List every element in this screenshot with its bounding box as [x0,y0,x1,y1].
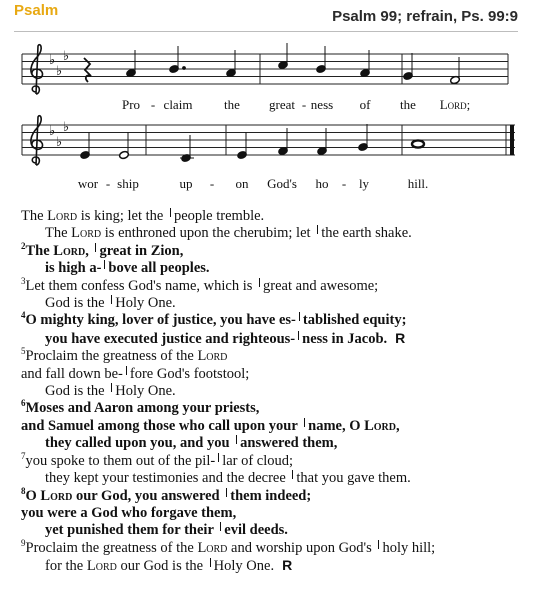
svg-text:♭: ♭ [49,53,56,68]
verse-text: and Samuel among those who call upon your [21,417,302,434]
verse-line [21,312,526,329]
verse-number: 7 [21,450,26,461]
verse-text: Lord [197,539,228,556]
verse-text: Let them confess God's name, which is [25,277,257,294]
verse-number: 8 [21,485,26,496]
verse-text: O [25,487,41,504]
refrain-marker: R [395,329,406,346]
verse-line [21,450,526,470]
verse-text: Holy One. [115,295,176,312]
psalm-text [21,208,526,576]
svg-text:♭: ♭ [56,64,63,79]
verse-text: ness in Jacob. [302,330,388,347]
header [0,0,538,40]
lyric-syllable: Lord; [439,97,471,112]
lyric-hyphen: - [209,176,215,191]
verse-text: Lord [197,348,228,365]
lyric-syllable: the [400,97,416,112]
verse-number: 4 [21,310,26,321]
lyric-syllable: wor [77,176,99,191]
verse-text: answered them, [240,435,338,452]
verse-line [21,505,526,522]
verse-text: great and awesome; [263,277,379,294]
pointing-mark [218,453,219,462]
verse-text: yet punished them for their [45,522,218,539]
pointing-mark [226,488,227,497]
verse-line [21,208,526,225]
pointing-mark [95,243,96,252]
music-staff-1 [0,42,538,102]
lyric-syllable: ly [358,176,370,191]
verse-text: they called upon you, and you [45,435,234,452]
lyric-hyphen: - [150,97,156,112]
lyric-syllable: the [224,97,240,112]
lyric-hyphen: - [341,176,347,191]
verse-line [21,240,526,260]
lyric-hyphen: - [105,176,111,191]
staff-lines [22,54,508,84]
section-label: Psalm [14,2,59,19]
pointing-mark [259,278,260,287]
verse-text: tablished equity; [302,312,407,329]
pointing-mark [210,558,211,567]
verse-text: Lord [71,225,102,242]
verse-text: God is the [45,383,109,400]
verse-text: Lord, [364,417,400,434]
lyric-syllable: God's [267,176,297,191]
pointing-mark [126,366,127,375]
verse-line [21,400,526,417]
psalm-reference: Psalm 99; refrain, Ps. 99:9 [332,8,518,25]
verse-line [21,435,526,452]
lyric-syllable: ho [315,176,329,191]
verse-line [21,418,526,435]
verse-text: and worship upon God's [227,539,376,556]
verse-text: you have executed justice and righteous- [45,330,296,347]
pointing-mark [236,435,237,444]
lyric-syllable: claim [163,97,193,112]
verse-text: Proclaim the greatness of the [25,539,198,556]
verse-text: and fall down be- [21,365,123,382]
notes [80,124,424,163]
verse-number: 2 [21,240,26,251]
pointing-mark [304,418,305,427]
verse-line [21,260,526,277]
staff-lines [22,125,515,155]
verse-text: our God, you answered [72,487,224,504]
lyric-syllable: great [269,97,295,112]
lyric-hyphen: - [301,97,307,112]
pointing-mark [378,540,379,549]
verse-text: Moses and Aaron among your priests, [25,400,260,417]
verse-text: Lord [47,208,78,224]
verse-number: 3 [21,275,26,286]
verse-text: is king; let the [77,208,167,224]
svg-text:♭: ♭ [63,120,70,135]
verse-text: they kept your testimonies and the decree [45,470,290,487]
lyric-syllable: up [179,176,193,191]
verse-line [21,275,526,295]
verse-text: The [45,225,72,242]
verse-number: 6 [21,398,26,409]
verse-text: Lord [86,558,117,575]
pointing-mark [104,260,105,269]
final-barline [510,125,514,155]
verse-line [21,348,526,365]
svg-text:♭: ♭ [49,124,56,139]
pointing-mark [298,331,299,340]
verse-text [89,243,93,259]
pointing-mark [317,225,318,234]
verse-text: bove all peoples. [108,260,210,277]
lyric-syllable: on [235,176,249,191]
verse-text: great in Zion, [99,242,184,259]
verse-text: you spoke to them out of the pil- [25,452,216,469]
verse-line [21,470,526,487]
verse-line [21,366,526,383]
pointing-mark [292,470,293,479]
lyric-syllable: Pro [121,97,141,112]
verse-text: is high a- [45,260,102,277]
verse-text: fore God's footstool; [129,365,250,382]
verse-text: God is the [45,295,109,312]
svg-text:♭: ♭ [63,49,70,64]
music-staff-2 [0,113,538,173]
verse-line [21,485,526,505]
verse-line [21,295,526,312]
verse-line [21,557,526,575]
verse-text: is enthroned upon the cherubim; let [101,225,315,242]
verse-line [21,383,526,400]
verse-number: 9 [21,537,26,548]
verse-text: the earth shake. [321,225,412,242]
verse-line [21,225,526,242]
pointing-mark [111,383,112,392]
verse-text: O mighty king, lover of justice, you have es- [25,312,296,329]
pointing-mark [299,312,300,321]
svg-text:♭: ♭ [56,135,63,150]
verse-text: The [25,242,54,259]
verse-text: lar of cloud; [222,452,294,469]
pointing-mark [220,522,221,531]
verse-text: name, O [308,417,365,434]
verse-text: evil deeds. [224,522,288,539]
pointing-mark [111,295,112,304]
lyric-syllable: ship [117,176,139,191]
verse-number: 5 [21,346,26,357]
verse-line [21,522,526,539]
verse-text: holy hill; [382,539,436,556]
verse-text: Lord, [53,242,89,259]
verse-text: them indeed; [230,487,312,504]
lyric-syllable: ness [310,97,334,112]
verse-text: The [21,208,48,224]
verse-text: you were a God who forgave them, [21,504,237,521]
verse-text: Holy One. [115,383,176,400]
verse-text: Lord [40,487,73,504]
verse-line [21,330,526,348]
refrain-marker: R [282,557,293,574]
verse-line [21,537,526,557]
lyric-syllable: of [359,97,371,112]
lyric-syllable: hill. [407,176,429,191]
pointing-mark [170,208,171,217]
notes [126,43,461,85]
verse-text: Holy One. [213,558,275,575]
verse-text: our God is the [116,558,207,575]
verse-text: for the [45,558,87,575]
verse-text: people tremble. [173,208,265,224]
verse-text: that you gave them. [296,470,411,487]
header-rule [14,31,518,32]
verse-text: Proclaim the greatness of the [25,348,198,365]
